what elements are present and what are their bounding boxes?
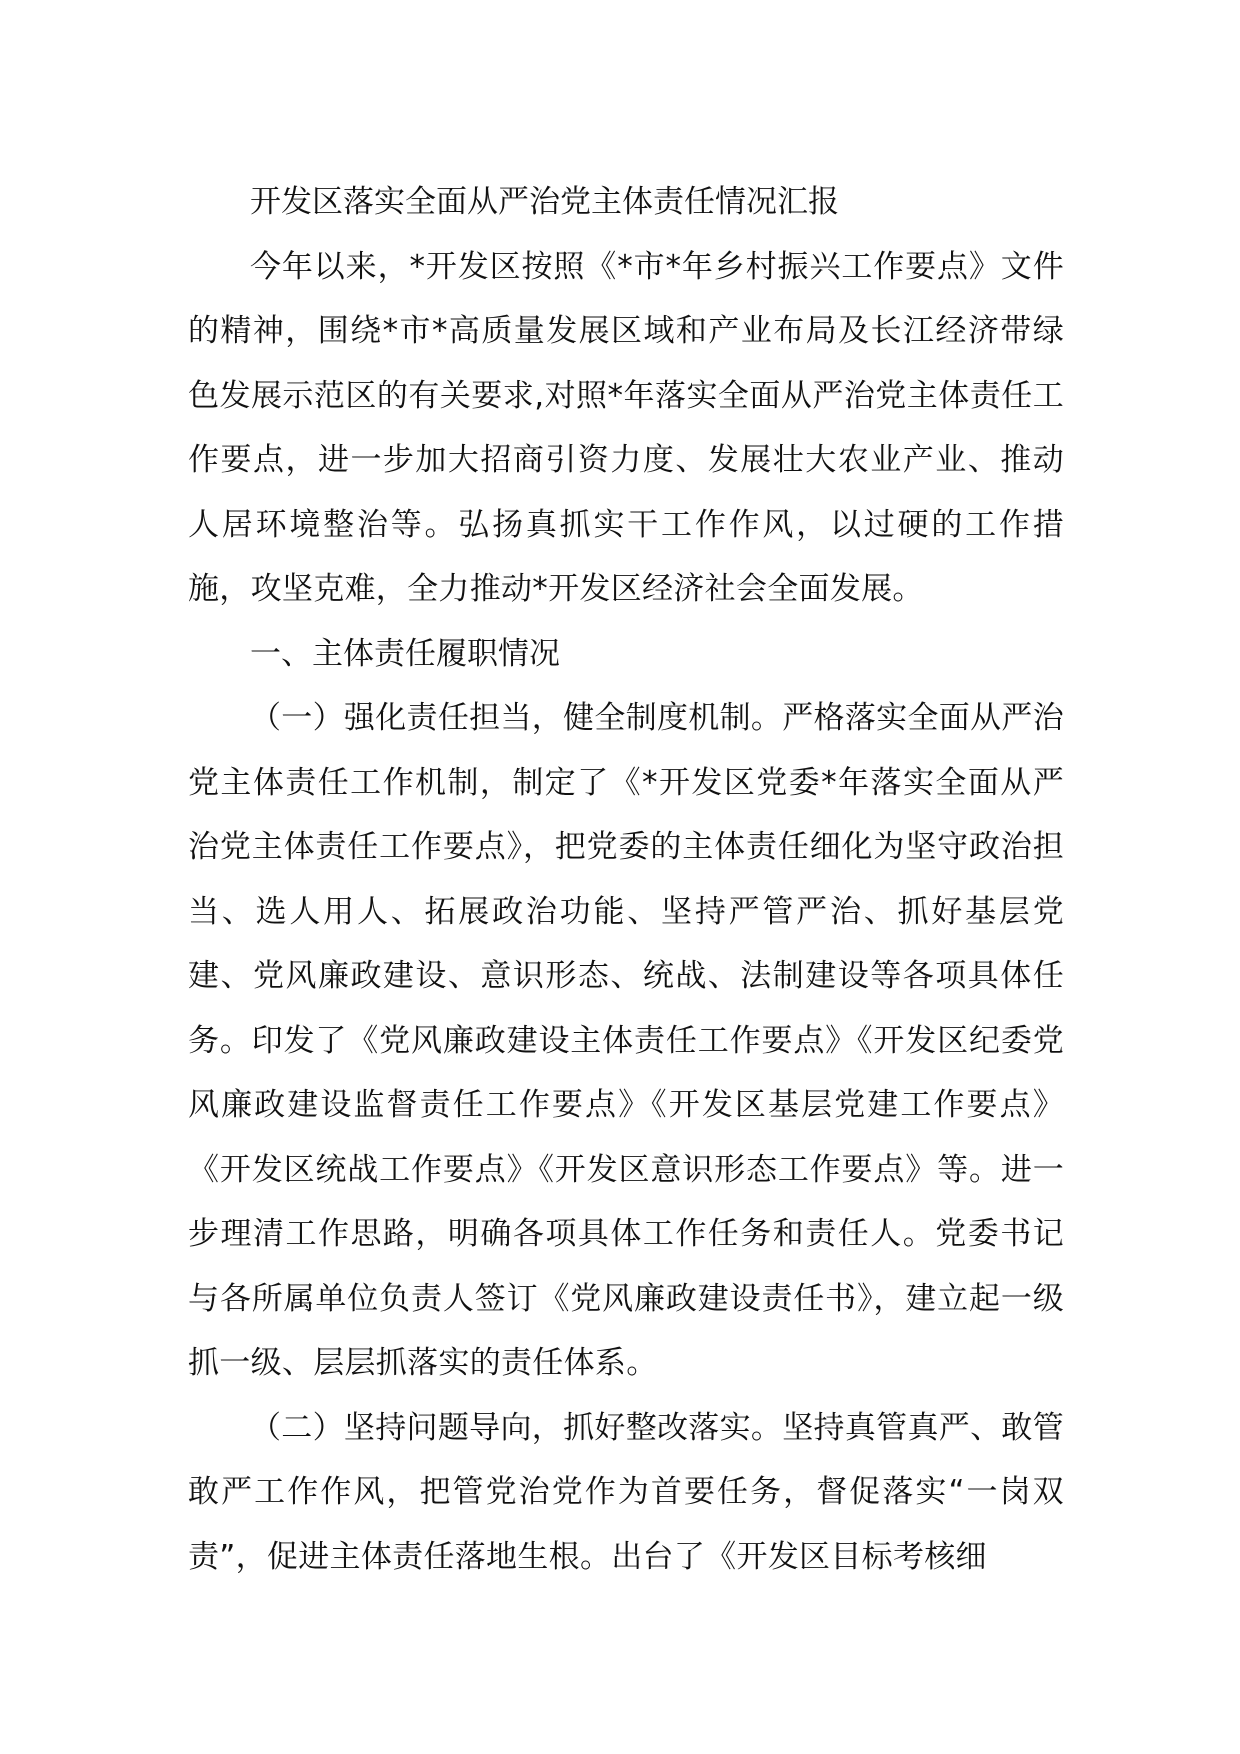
section-heading: 一、主体责任履职情况 <box>250 635 560 672</box>
intro-paragraph: 今年以来，*开发区按照《*市*年乡村振兴工作要点》文件的精神，围绕*市*高质量发展区域和产业布局及长江经济带绿色发展示范区的有关要求,对照*年落实全面从严治党主体责任工作要点，进一步加大招商引资力度、发展壮大农业产业、推动人居环境整治等。弘扬真抓实干工作作风，以过硬的工作措施，攻坚克难，全力推动*开发区经济社会全面发展。 <box>188 248 1064 607</box>
section-paragraph-1: （一）强化责任担当，健全制度机制。严格落实全面从严治党主体责任工作机制，制定了《*开发区党委*年落实全面从严治党主体责任工作要点》，把党委的主体责任细化为坚守政治担当、选人用人、拓展政治功能、坚持严管严治、抓好基层党建、党风廉政建设、意识形态、统战、法制建设等各项具体任务。印发了《党风廉政建设主体责任工作要点》《开发区纪委党风廉政建设监督责任工作要点》《开发区基层党建工作要点》《开发区统战工作要点》《开发区意识形态工作要点》等。进一步理清工作思路，明确各项具体工作任务和责任人。党委书记与各所属单位负责人签订《党风廉政建设责任书》，建立起一级抓一级、层层抓落实的责任体系。 <box>188 700 1064 1381</box>
section-paragraph-2: （二）坚持问题导向，抓好整改落实。坚持真管真严、敢管敢严工作作风，把管党治党作为首要任务，督促落实“一岗双责”，促进主体责任落地生根。出台了《开发区目标考核细 <box>188 1409 1064 1575</box>
document-title: 开发区落实全面从严治党主体责任情况汇报 <box>250 184 839 220</box>
document-body <box>188 170 1064 1589</box>
